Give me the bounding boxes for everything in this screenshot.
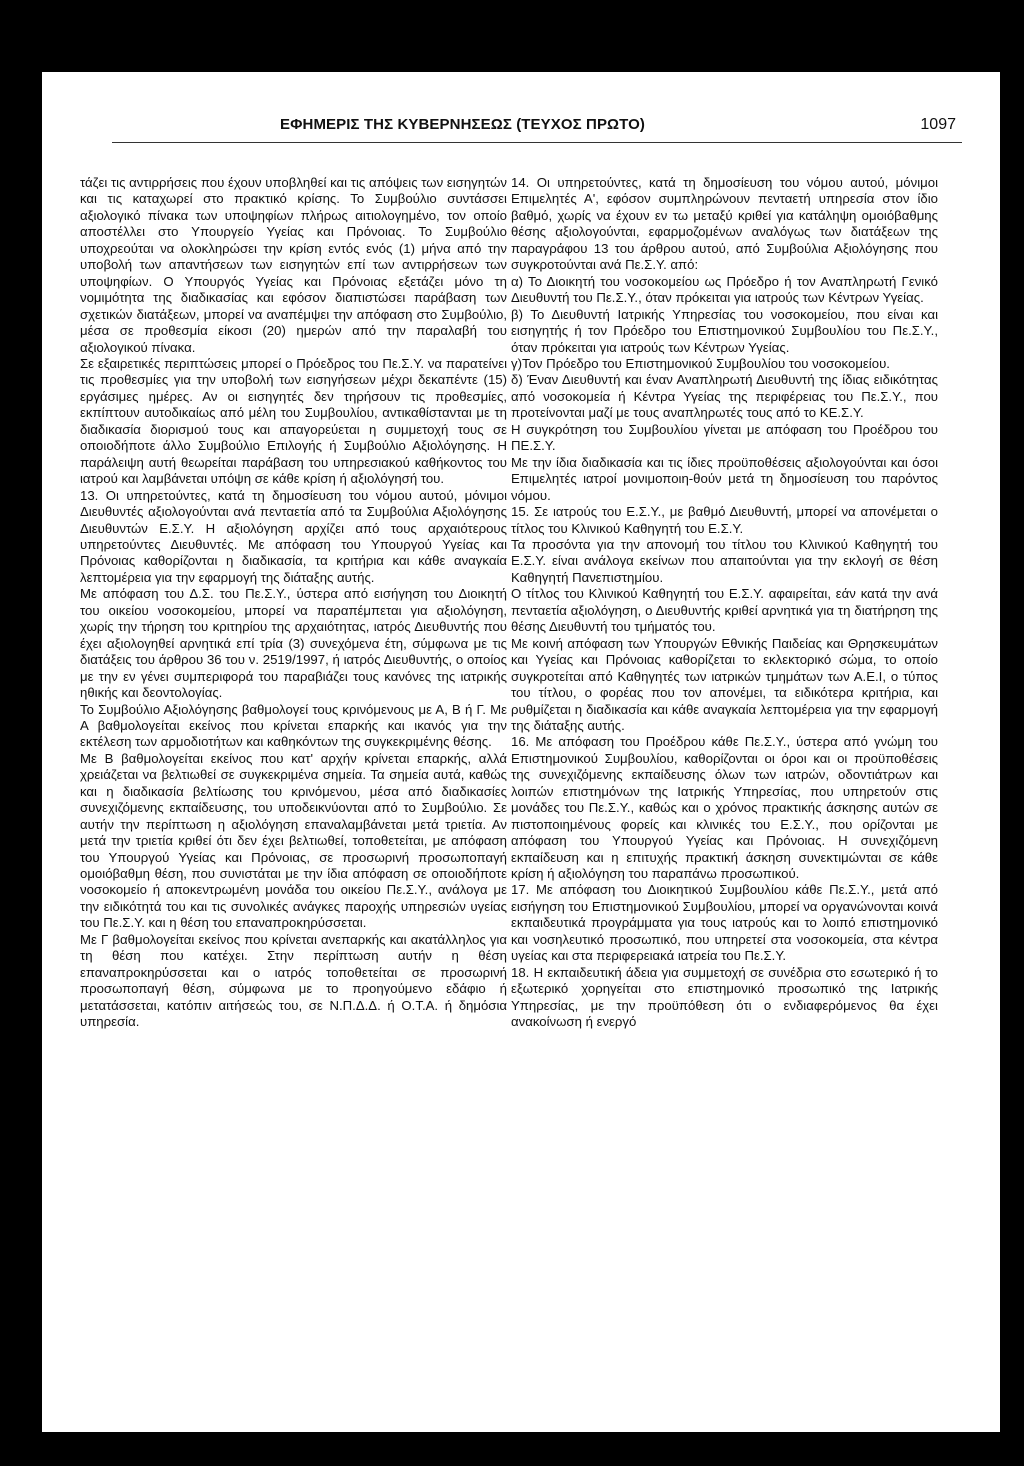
paragraph: Το Συμβούλιο Αξιολόγησης βαθμολογεί τους κρινόμενους με Α, Β ή Γ. Με Α βαθμολογείται εκείνος που κρίνεται επαρκής και ικανός για την εκτέλεση των αρμοδιοτήτων και καθηκόντων της συγκεκριμένης θέσης. [80,701,507,750]
paragraph: 16. Με απόφαση του Προέδρου κάθε Πε.Σ.Υ., ύστερα από γνώμη του Επιστημονικού Συμβουλίου, καθορίζονται οι όροι και οι προϋποθέσεις της συνεχιζόμενης εκπαίδευσης όλων των ιατρών, οδοντιάτρων και λοιπών επιστημόνων της Ιατρικής Υπηρεσίας, που υπηρετούν στις μονάδες του Πε.Σ.Υ., καθώς και ο χρόνος πρακτικής άσκησης αυτών σε πιστοποιημένους φορείς και κλινικές του Ε.Σ.Υ., που ορίζονται με απόφαση του Υπουργού Υγείας και Πρόνοιας. Η συνεχιζόμενη εκπαίδευση και η επιτυχής πρακτική άσκηση συνεκτιμώνται σε κάθε κρίση ή αξιολόγηση του παραπάνω προσωπικού. [511,734,938,882]
paragraph: Με την ίδια διαδικασία και τις ίδιες προϋποθέσεις αξιολογούνται και όσοι Επιμελητές ιατροί μονιμοποιη-θούν μετά τη δημοσίευση του παρόντος νόμου. [511,454,938,503]
paragraph: τάζει τις αντιρρήσεις που έχουν υποβληθεί και τις απόψεις των εισηγητών και τις καταχωρεί στο πρακτικό κρίσης. Το Συμβούλιο συντάσσει αξιολογικό πίνακα των υποψηφίων πλήρως αιτιολογημένο, τον οποίο αποστέλλει στο Υπουργείο Υγείας και Πρόνοιας. Το Συμβούλιο υποχρεούται να ολοκληρώσει την κρίση εντός ενός (1) μήνα από την υποβολή των απαντήσεων των εισηγητών επί των αντιρρήσεων των υποψηφίων. Ο Υπουργός Υγείας και Πρόνοιας εξετάζει μόνο τη νομιμότητα της διαδικασίας και εφόσον διαπιστώσει παράβαση των σχετικών διατάξεων, μπορεί να αναπέμψει την απόφαση στο Συμβούλιο, μέσα σε προθεσμία είκοσι (20) ημερών από την παραλαβή του αξιολογικού πίνακα. [80,175,507,355]
paragraph: Με κοινή απόφαση των Υπουργών Εθνικής Παιδείας και Θρησκευμάτων και Υγείας και Πρόνοιας καθορίζεται το εκλεκτορικό σώμα, το οποίο συγκροτείται από Καθηγητές των ιατρικών τμημάτων των Α.Ε.Ι, ο τύπος του τίτλου, ο φορέας που τον απονέμει, τα ειδικότερα κριτήρια, και ρυθμίζεται η διαδικασία και κάθε αναγκαία λεπτομέρεια για την εφαρμογή της διάταξης αυτής. [511,635,938,733]
paragraph: 15. Σε ιατρούς του Ε.Σ.Υ., με βαθμό Διευθυντή, μπορεί να απονέμεται ο τίτλος του Κλινικού Καθηγητή του Ε.Σ.Υ. [511,504,938,536]
paragraph: Σε εξαιρετικές περιπτώσεις μπορεί ο Πρόεδρος του Πε.Σ.Υ. να παρατείνει τις προθεσμίες για την υποβολή των εισηγήσεων μέχρι δεκαπέντε (15) εργάσιμες ημέρες. Αν οι εισηγητές δεν τηρήσουν τις προθεσμίες, εκπίπτουν αυτοδικαίως από μέλη του Συμβουλίου, αντικαθίστανται με τη διαδικασία διορισμού τους και απαγορεύεται η συμμετοχή τους σε οποιοδήποτε άλλο Συμβούλιο Επιλογής ή Συμβούλιο Αξιολόγησης. Η παράλειψη αυτή θεωρείται παράβαση του υπηρεσιακού καθήκοντος του ιατρού και λαμβάνεται υπόψη σε κάθε κρίση ή αξιολόγησή του. [80,355,507,487]
paragraph: β) Το Διευθυντή Ιατρικής Υπηρεσίας του νοσοκομείου, που είναι και εισηγητής ή τον Πρόεδρο του Επιστημονικού Συμβουλίου του Πε.Σ.Υ., όταν πρόκειται για ιατρούς των Κέντρων Υγείας. [511,306,938,355]
paragraph: 18. Η εκπαιδευτική άδεια για συμμετοχή σε συνέδρια στο εσωτερικό ή το εξωτερικό χορηγείται στο επιστημονικό προσωπικό της Ιατρικής Υπηρεσίας, με την προϋπόθεση ότι ο ενδιαφερόμενος θα έχει ανακοίνωση ή ενεργό [511,964,938,1030]
paragraph: Με Β βαθμολογείται εκείνος που κατ' αρχήν κρίνεται επαρκής, αλλά χρειάζεται να βελτιωθεί σε συγκεκριμένα σημεία. Τα σημεία αυτά, καθώς και η διαδικασία βελτίωσης του κρινόμενου, μέσα από διαδικασίες συνεχιζόμενης εκπαίδευσης, του υποδεικνύονται από το Συμβούλιο. Σε αυτήν την περίπτωση η αξιολόγηση επαναλαμβάνεται μετά τριετία. Αν μετά την τριετία κριθεί ότι δεν έχει βελτιωθεί, τοποθετείται, με απόφαση του Υπουργού Υγείας και Πρόνοιας, σε προσωρινή προσωποπαγή ομοιόβαθμη θέση, που συνιστάται με την ίδια απόφαση σε οποιοδήποτε νοσοκομείο ή αποκεντρωμένη μονάδα του οικείου Πε.Σ.Υ., ανάλογα με την ειδικότητά του και τις συνολικές ανάγκες παροχής υπηρεσιών υγείας του Πε.Σ.Υ. και η θέση του επαναπροκηρύσσεται. [80,750,507,931]
paragraph: 14. Οι υπηρετούντες, κατά τη δημοσίευση του νόμου αυτού, μόνιμοι Επιμελητές Α', εφόσον συμπληρώνουν πενταετή υπηρεσία στον ίδιο βαθμό, χωρίς να έχουν εν τω μεταξύ κριθεί για κατάληψη ομοιόβαθμης θέσης αξιολογούνται, εφαρμοζομένων αναλόγως των διατάξεων της παραγράφου 13 του άρθρου αυτού, από Συμβούλια Αξιολόγησης που συγκροτούνται ανά Πε.Σ.Υ. από: [511,175,938,273]
header-rule [112,142,962,143]
right-column [511,175,938,1031]
paragraph: 17. Με απόφαση του Διοικητικού Συμβουλίου κάθε Πε.Σ.Υ., μετά από εισήγηση του Επιστημονικού Συμβουλίου, μπορεί να οργανώνονται κοινά εκπαιδευτικά προγράμματα για τους ιατρούς και το λοιπό επιστημονικό και νοσηλευτικό προσωπικό, που υπηρετεί στα νοσοκομεία, στα κέντρα υγείας και στα περιφερειακά ιατρεία του Πε.Σ.Υ. [511,882,938,964]
paragraph: γ)Τον Πρόεδρο του Επιστημονικού Συμβουλίου του νοσοκομείου. [511,355,890,371]
paragraph: α) Το Διοικητή του νοσοκομείου ως Πρόεδρο ή τον Αναπληρωτή Γενικό Διευθυντή του Πε.Σ.Υ., όταν πρόκειται για ιατρούς των Κέντρων Υγείας. [511,273,938,306]
paragraph: 13. Οι υπηρετούντες, κατά τη δημοσίευση του νόμου αυτού, μόνιμοι Διευθυντές αξιολογούνται ανά πενταετία από τα Συμβούλια Αξιολόγησης Διευθυντών Ε.Σ.Υ. Η αξιολόγηση αρχίζει από τους αρχαιότερους υπηρετούντες Διευθυντές. Με απόφαση του Υπουργού Υγείας και Πρόνοιας καθορίζονται η διαδικασία, τα κριτήρια και κάθε αναγκαία λεπτομέρεια για την εφαρμογή της διάταξης αυτής. [80,487,507,585]
left-column [80,175,507,1031]
paragraph: Η συγκρότηση του Συμβουλίου γίνεται με απόφαση του Προέδρου του ΠΕ.Σ.Υ. [511,421,938,454]
document-page [42,72,1000,1432]
paragraph: Με Γ βαθμολογείται εκείνος που κρίνεται ανεπαρκής και ακατάλληλος για τη θέση που κατέχει. Στην περίπτωση αυτήν η θέση επαναπροκηρύσσεται και ο ιατρός τοποθετείται σε προσωρινή προσωποπαγή θέση, σύμφωνα με το προηγούμενο εδάφιο ή μετατάσσεται, κατόπιν αιτήσεώς του, σε Ν.Π.Δ.Δ. ή Ο.Τ.Α. ή δημόσια υπηρεσία. [80,931,507,1030]
paragraph: δ) Έναν Διευθυντή και έναν Αναπληρωτή Διευθυντή της ίδιας ειδικότητας από νοσοκομεία ή Κέντρα Υγείας της περιφέρειας του Πε.Σ.Υ., που προτείνονται μαζί με τους αναπληρωτές τους από το ΚΕ.Σ.Υ. [511,372,938,421]
paragraph: Με απόφαση του Δ.Σ. του Πε.Σ.Υ., ύστερα από εισήγηση του Διοικητή του οικείου νοσοκομείου, μπορεί να παραπέμπεται για αξιολόγηση, χωρίς την τήρηση του κριτηρίου της αρχαιότητας, ιατρός Διευθυντής που έχει αξιολογηθεί αρνητικά επί τρία (3) συνεχόμενα έτη, σύμφωνα με τις διατάξεις του άρθρου 36 του ν. 2519/1997, ή ιατρός Διευθυντής, ο οποίος με την εν γένει συμπεριφορά του παραβιάζει τους κανόνες της ιατρικής ηθικής και δεοντολογίας. [80,586,507,701]
page-number: 1097 [920,116,956,133]
paragraph: Ο τίτλος του Κλινικού Καθηγητή του Ε.Σ.Υ. αφαιρείται, εάν κατά την ανά πενταετία αξιολόγηση, ο Διευθυντής κριθεί αρνητικά για τη διατήρηση της θέσης Διευθυντή του τμήματός του. [511,586,938,635]
paragraph: Τα προσόντα για την απονομή του τίτλου του Κλινικού Καθηγητή του Ε.Σ.Υ. είναι ανάλογα εκείνων που απαιτούνται για την εκλογή σε θέση Καθηγητή Πανεπιστημίου. [511,536,938,585]
gazette-title: ΕΦΗΜΕΡΙΣ ΤΗΣ ΚΥΒΕΡΝΗΣΕΩΣ (ΤΕΥΧΟΣ ΠΡΩΤΟ) [280,116,646,133]
page-header [42,116,1000,138]
